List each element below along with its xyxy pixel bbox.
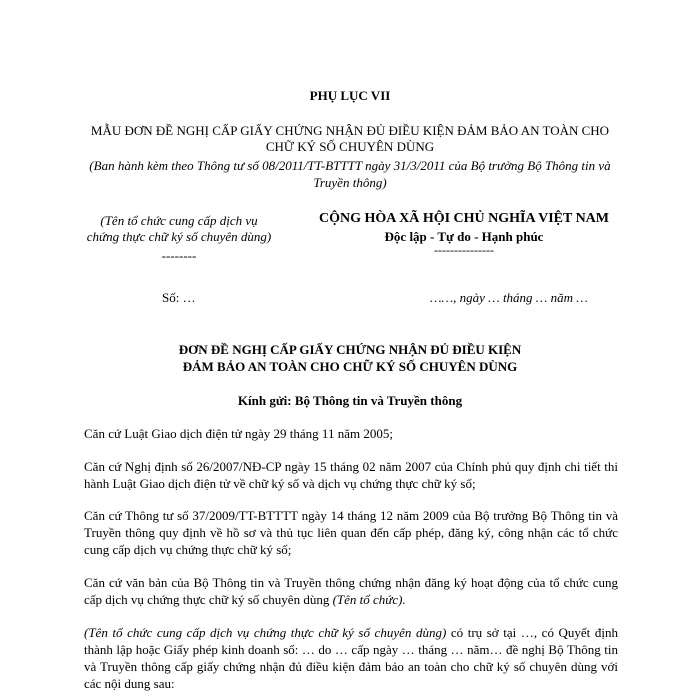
appendix-title: PHỤ LỤC VII xyxy=(309,88,391,103)
date-line: ……, ngày … tháng … năm … xyxy=(430,290,588,305)
nation-block xyxy=(296,210,632,256)
paragraph-legal-basis-1: Căn cứ Luật Giao dịch điện tử ngày 29 tháng 11 năm 2005; xyxy=(84,426,393,441)
paragraph-legal-basis-3: Căn cứ Thông tư số 37/2009/TT-BTTTT ngày 14 tháng 12 năm 2009 của Bộ trưởng Bộ Thông tin và Truyền thông quy định về hồ sơ và thủ tục liên quan đến cấp phép, đăng ký, công nhận các tổ chức cung cấp dịch vụ chứng thực chữ ký số; xyxy=(84,508,618,557)
recipient-line: Kính gửi: Bộ Thông tin và Truyền thông xyxy=(237,393,463,408)
document-title-line-2: ĐẢM BẢO AN TOÀN CHO CHỮ KÝ SỐ CHUYÊN DÙNG xyxy=(182,359,518,374)
org-dash-divider: -------- xyxy=(161,248,197,263)
paragraph-5-org-placeholder: (Tên tổ chức cung cấp dịch vụ chứng thực chữ ký số chuyên dùng) xyxy=(84,625,447,640)
org-placeholder: (Tên tổ chức cung cấp dịch vụ chứng thực chữ ký số chuyên dùng) xyxy=(86,213,272,244)
nation-motto: Độc lập - Tự do - Hạnh phúc xyxy=(384,229,544,244)
org-block xyxy=(84,213,274,264)
document-title xyxy=(100,341,600,375)
document-number: Số: … xyxy=(162,290,196,305)
paragraph-5-text: có trụ sở tại …, có Quyết định thành lập hoặc Giấy phép kinh doanh số: … do … cấp ngày … tháng … năm… đề nghị Bộ Thông tin và Truyền thông cấp giấy chứng nhận đủ điều kiện đảm bảo an toàn cho chữ ký số chuyên dùng với các nội dung sau: xyxy=(84,625,618,691)
nation-dash-divider: --------------- xyxy=(434,243,494,257)
paragraph-request xyxy=(84,624,618,692)
document-title-line-1: ĐƠN ĐỀ NGHỊ CẤP GIẤY CHỨNG NHẬN ĐỦ ĐIỀU KIỆN xyxy=(178,342,522,357)
issued-note: (Ban hành kèm theo Thông tư số 08/2011/TT-BTTTT ngày 31/3/2011 của Bộ trưởng Bộ Thông tin và Truyền thông) xyxy=(89,158,611,190)
form-title: MẪU ĐƠN ĐỀ NGHỊ CẤP GIẤY CHỨNG NHẬN ĐỦ ĐIỀU KIỆN ĐẢM BẢO AN TOÀN CHO CHỮ KÝ SỐ CHUYÊN DÙNG xyxy=(90,123,610,154)
paragraph-legal-basis-2: Căn cứ Nghị định số 26/2007/NĐ-CP ngày 15 tháng 02 năm 2007 của Chính phủ quy định chi tiết thi hành Luật Giao dịch điện tử về chữ ký số và dịch vụ chứng thực chữ ký số; xyxy=(84,459,618,491)
paragraph-legal-basis-4 xyxy=(84,574,618,608)
paragraph-4-text: Căn cứ văn bản của Bộ Thông tin và Truyền thông chứng nhận đăng ký hoạt động của tổ chức cung cấp dịch vụ chứng thực chữ ký số chuyên dùng xyxy=(84,575,618,607)
paragraph-4-org-placeholder: (Tên tổ chức). xyxy=(332,592,406,607)
nation-name: CỘNG HÒA XÃ HỘI CHỦ NGHĨA VIỆT NAM xyxy=(318,211,609,226)
